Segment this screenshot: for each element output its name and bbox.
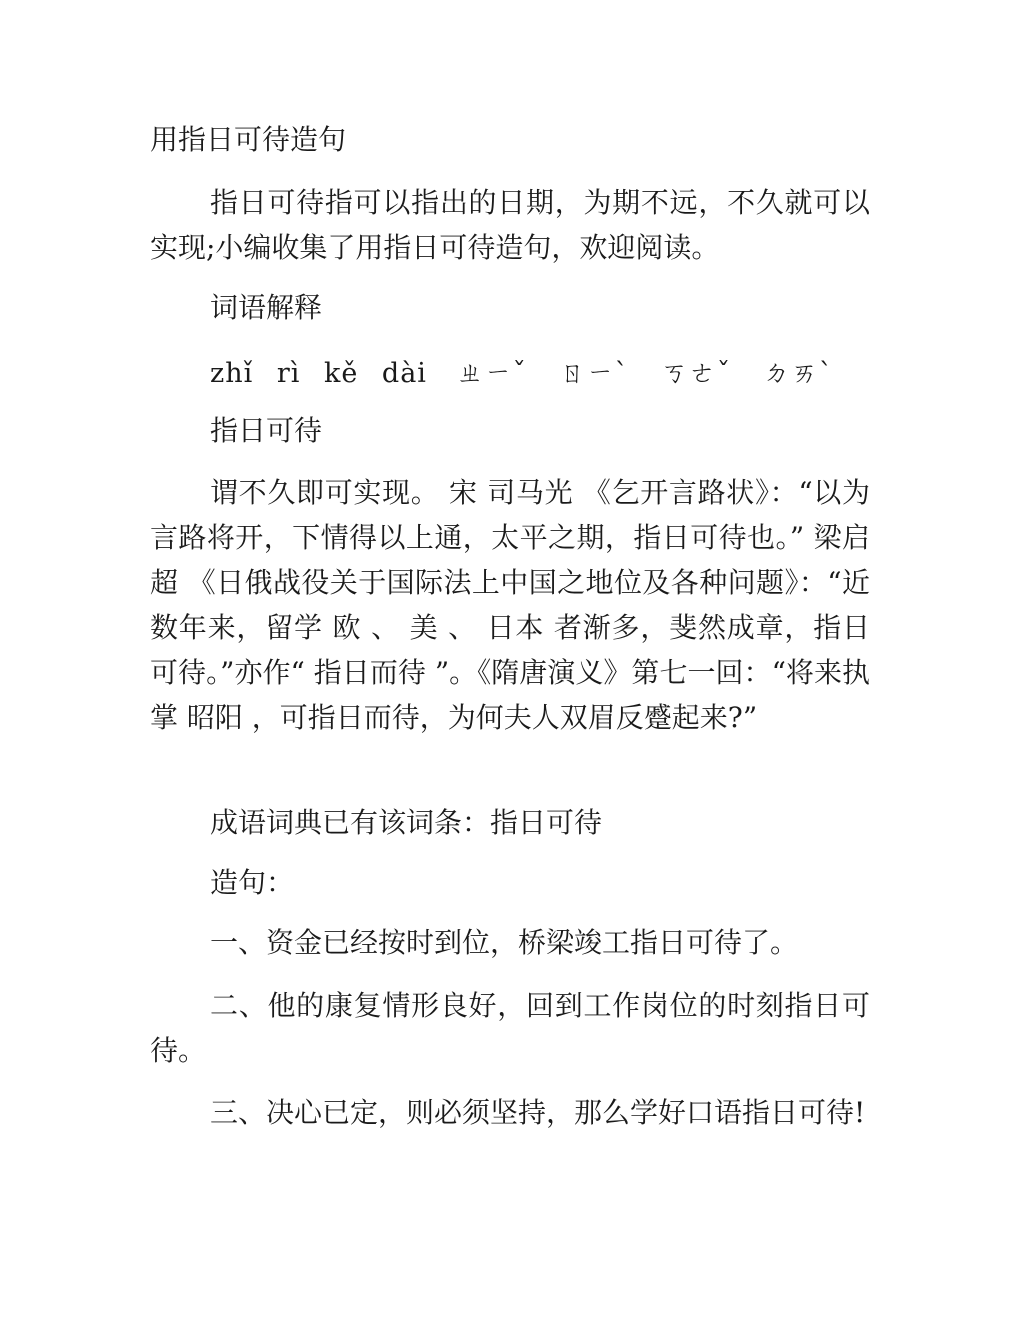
examples-heading: 造句： xyxy=(210,866,295,899)
pinyin-syllable: dài xyxy=(381,358,427,389)
zhuyin-group xyxy=(457,358,856,389)
intro-paragraph: 指日可待指可以指出的日期，为期不远，不久就可以实现;小编收集了用指日可待造句，欢迎阅读。 xyxy=(150,186,870,264)
example-sentence: 二、他的康复情形良好，回到工作岗位的时刻指日可待。 xyxy=(150,989,870,1067)
zhuyin-syllable: ㄎㄜˇ xyxy=(660,358,732,389)
pinyin-line xyxy=(210,352,869,396)
pinyin-syllable: kě xyxy=(323,358,359,389)
zhuyin-syllable: ㄉㄞˋ xyxy=(762,358,834,389)
term-heading: 指日可待 xyxy=(210,414,323,447)
example-sentence: 三、决心已定，则必须坚持，那么学好口语指日可待! xyxy=(210,1096,866,1129)
section-heading: 词语解释 xyxy=(210,291,323,324)
zhuyin-syllable: ㄓㄧˇ xyxy=(456,358,528,389)
pinyin-syllable: rì xyxy=(276,358,301,389)
zhuyin-syllable: ㄖㄧˋ xyxy=(558,358,630,389)
example-sentence: 一、资金已经按时到位，桥梁竣工指日可待了。 xyxy=(210,926,799,959)
pinyin-syllable: zhǐ xyxy=(210,358,254,389)
definition-paragraph: 谓不久即可实现。 宋 司马光 《乞开言路状》：“以为言路将开，下情得以上通，太平之期，指日可待也。” 梁启超 《日俄战役关于国际法上中国之地位及各种问题》：“近数年来，留学 欧 、 美 、 日本 者渐多，斐然成章，指日可待。”亦作“ 指日而待 ”。《隋唐演义》第七一回：“将来执掌 昭阳 ，可指日而待，为何夫人双眉反蹙起来?” xyxy=(150,476,870,734)
document-title: 用指日可待造句 xyxy=(150,123,347,156)
dictionary-note: 成语词典已有该词条：指日可待 xyxy=(210,806,603,839)
